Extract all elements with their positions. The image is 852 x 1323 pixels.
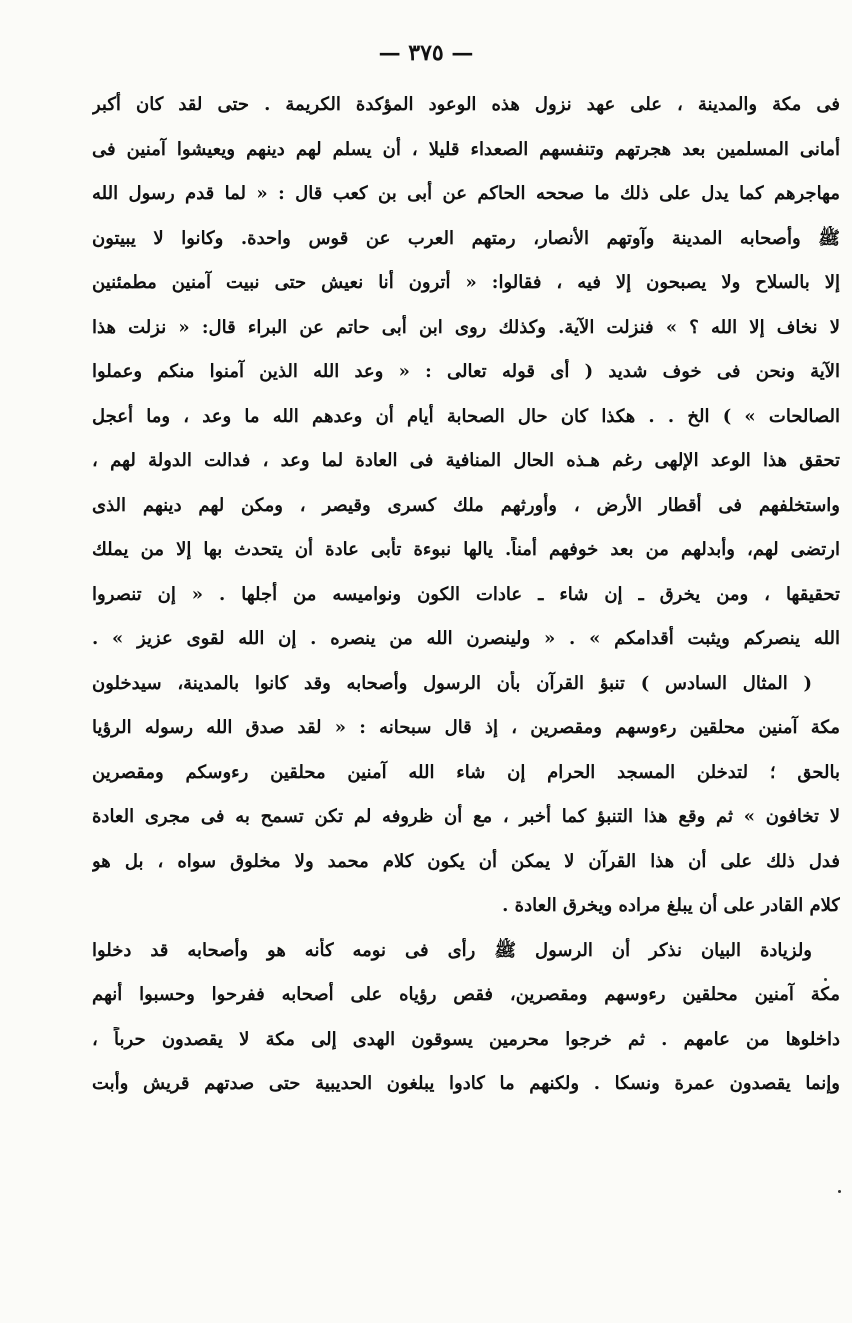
text-line: أمانى المسلمين بعد هجرتهم وتنفسهم الصعداء قليلا ، أن يسلم لهم دينهم ويعيشوا آمنين فى [92, 138, 840, 160]
text-line: داخلوها من عامهم . ثم خرجوا محرمين يسوقون الهدى إلى مكة لا يقصدون حرباً ، [92, 1028, 840, 1050]
page-number: — ٣٧٥ — [378, 40, 474, 66]
text-line: مهاجرهم كما يدل على ذلك ما صححه الحاكم عن أبى بن كعب قال : « لما قدم رسول الله [92, 183, 840, 204]
text-line: مكة آمنين محلقين رءوسهم ومقصرين ، إذ قال سبحانه : « لقد صدق الله رسوله الرؤيا [92, 717, 840, 738]
text-line: الآية ونحن فى خوف شديد ( أى قوله تعالى : « وعد الله الذين آمنوا منكم وعملوا [92, 361, 840, 382]
text-line: تحقيقها ، ومن يخرق ـ إن شاء ـ عادات الكون ونواميسه من أجلها . « إن تنصروا [92, 583, 840, 605]
text-line: فى مكة والمدينة ، على عهد نزول هذه الوعود المؤكدة الكريمة . حتى لقد كان أكبر [92, 94, 840, 115]
body-text [92, 92, 840, 1116]
text-line: ﷺ وأصحابه المدينة وآوتهم الأنصار، رمتهم العرب عن قوس واحدة. وكانوا لا يبيتون [92, 227, 840, 249]
text-line: مكة آمنين محلقين رءوسهم ومقصرين، فقص رؤياه على أصحابه ففرحوا وحسبوا أنهم [92, 984, 840, 1005]
text-line: واستخلفهم فى أقطار الأرض ، وأورثهم ملك كسرى وقيصر ، ومكن لهم دينهم الذى [92, 494, 840, 516]
text-line: وإنما يقصدون عمرة ونسكا . ولكنهم ما كادوا يبلغون الحديبية حتى صدتهم قريش وأبت [92, 1073, 840, 1094]
text-line: تحقق هذا الوعد الإلهى رغم هـذه الحال المنافية فى العادة لما وعد ، فدالت الدولة لهم ، [92, 450, 840, 471]
text-line: الله ينصركم ويثبت أقدامكم » . « ولينصرن الله من ينصره . إن الله لقوى عزيز » . [92, 628, 840, 649]
text-line: بالحق ؛ لتدخلن المسجد الحرام إن شاء الله آمنين محلقين رءوسكم ومقصرين [92, 761, 840, 783]
text-line: فدل ذلك على أن هذا القرآن لا يمكن أن يكون كلام محمد ولا مخلوق سواه ، بل هو [92, 850, 840, 872]
text-line: الصالحات » ) الخ . . هكذا كان حال الصحابة أيام أن وعدهم الله ما وعد ، وما أعجل [92, 405, 840, 427]
section-heading-line: ( المثال السادس ) تنبؤ القرآن بأن الرسول وأصحابه وقد كانوا بالمدينة، سيدخلون [92, 672, 812, 694]
paragraph-start-line: ولزيادة البيان نذكر أن الرسول ﷺ رأى فى نومه كأنه هو وأصحابه قد دخلوا [92, 939, 812, 961]
text-line: إلا بالسلاح ولا يصبحون إلا فيه ، فقالوا: « أترون أنا نعيش حتى نبيت آمنين مطمئنين [92, 272, 840, 293]
text-line: ارتضى لهم، وأبدلهم من بعد خوفهم أمناً. يالها نبوءة تأبى عادة أن يتحدث بها إلا من يملك [92, 539, 840, 560]
text-line: لا تخافون » ثم وقع هذا التنبؤ كما أخبر ، مع أن ظروفه لم تكن تسمح به فى مجرى العادة [92, 806, 840, 827]
text-line: كلام القادر على أن يبلغ مراده ويخرق العادة . [502, 895, 840, 916]
text-line: لا نخاف إلا الله ؟ » فنزلت الآية. وكذلك روى ابن أبى حاتم عن البراء قال: « نزلت هذا [92, 316, 840, 338]
margin-dot [824, 978, 827, 981]
margin-dot [838, 1190, 841, 1193]
